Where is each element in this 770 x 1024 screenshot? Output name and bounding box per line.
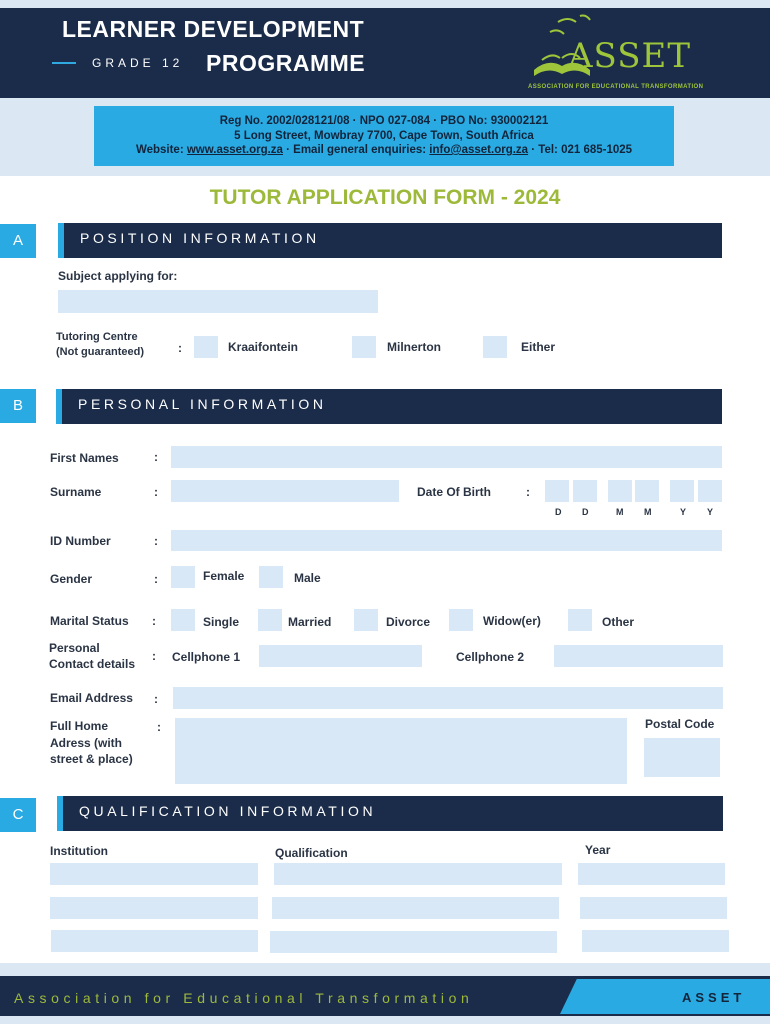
section-b-header: PERSONAL INFORMATION bbox=[56, 389, 722, 424]
widow-checkbox[interactable] bbox=[449, 609, 473, 631]
married-label: Married bbox=[288, 615, 332, 629]
either-label: Either bbox=[521, 340, 556, 354]
dob-year-2[interactable] bbox=[698, 480, 722, 502]
postal-code-label: Postal Code bbox=[645, 717, 715, 731]
section-a-letter: A bbox=[0, 224, 36, 258]
married-checkbox[interactable] bbox=[258, 609, 282, 631]
institution-input-1[interactable] bbox=[50, 863, 258, 885]
gender-colon: : bbox=[154, 572, 158, 586]
dob-label: Date Of Birth bbox=[417, 485, 492, 499]
section-c-letter: C bbox=[0, 798, 36, 832]
other-checkbox[interactable] bbox=[568, 609, 592, 631]
kraaifontein-checkbox[interactable] bbox=[194, 336, 218, 358]
other-label: Other bbox=[602, 615, 635, 629]
dob-hint-y2: Y bbox=[707, 507, 714, 517]
telephone: · Tel: 021 685-1025 bbox=[528, 144, 633, 156]
female-checkbox[interactable] bbox=[171, 566, 195, 588]
organisation-info-bar bbox=[94, 106, 674, 166]
section-c-header: QUALIFICATION INFORMATION bbox=[57, 796, 723, 831]
marital-status-label: Marital Status bbox=[50, 614, 129, 628]
dob-hint-m2: M bbox=[644, 507, 652, 517]
postal-code-input[interactable] bbox=[644, 738, 720, 777]
single-checkbox[interactable] bbox=[171, 609, 195, 631]
tutoring-centre-label-2: (Not guaranteed) bbox=[56, 346, 144, 358]
email-label: · Email general enquiries: bbox=[282, 144, 430, 156]
milnerton-label: Milnerton bbox=[387, 340, 441, 354]
gender-label: Gender bbox=[50, 572, 93, 586]
website-label: Website: bbox=[135, 144, 187, 156]
contact-colon: : bbox=[152, 649, 156, 663]
dob-day-1[interactable] bbox=[545, 480, 569, 502]
registration-line: Reg No. 2002/028121/08 · NPO 027-084 · PBO No: 930002121 bbox=[219, 115, 549, 127]
form-title: TUTOR APPLICATION FORM - 2024 bbox=[209, 186, 561, 209]
kraaifontein-label: Kraaifontein bbox=[228, 340, 299, 354]
male-checkbox[interactable] bbox=[259, 566, 283, 588]
id-number-colon: : bbox=[154, 534, 158, 548]
cellphone-2-input[interactable] bbox=[554, 645, 723, 667]
dob-day-2[interactable] bbox=[573, 480, 597, 502]
first-names-label: First Names bbox=[50, 451, 119, 465]
institution-input-3[interactable] bbox=[51, 930, 258, 952]
male-label: Male bbox=[294, 571, 321, 585]
dob-hint-d2: D bbox=[582, 507, 589, 517]
footer-organisation-name: Association for Educational Transformation bbox=[14, 990, 474, 1006]
dob-colon: : bbox=[526, 485, 530, 499]
section-b-letter: B bbox=[0, 389, 36, 423]
address-colon: : bbox=[157, 720, 161, 734]
email-link[interactable]: info@asset.org.za bbox=[429, 144, 529, 156]
single-label: Single bbox=[203, 615, 240, 629]
qualification-input-1[interactable] bbox=[274, 863, 562, 885]
female-label: Female bbox=[203, 569, 245, 583]
dob-year-1[interactable] bbox=[670, 480, 694, 502]
contact-details-label-2: Contact details bbox=[49, 657, 136, 671]
qualification-input-2[interactable] bbox=[272, 897, 559, 919]
year-label: Year bbox=[585, 843, 611, 857]
cellphone-1-label: Cellphone 1 bbox=[172, 650, 241, 664]
programme-title-line2: PROGRAMME bbox=[206, 50, 366, 76]
widow-label: Widow(er) bbox=[483, 614, 541, 628]
subject-label: Subject applying for: bbox=[58, 269, 178, 283]
website-link[interactable]: www.asset.org.za bbox=[186, 144, 283, 156]
tutoring-centre-label-1: Tutoring Centre bbox=[56, 331, 138, 343]
divorce-label: Divorce bbox=[386, 615, 431, 629]
home-address-label-2: Adress (with bbox=[50, 736, 123, 750]
contact-line bbox=[94, 143, 674, 158]
contact-details-label-1: Personal bbox=[49, 641, 100, 655]
logo-subtitle: ASSOCIATION FOR EDUCATIONAL TRANSFORMATION bbox=[528, 84, 704, 90]
email-input[interactable] bbox=[173, 687, 723, 709]
institution-input-2[interactable] bbox=[50, 897, 258, 919]
home-address-input[interactable] bbox=[175, 718, 627, 784]
dob-hint-y1: Y bbox=[680, 507, 687, 517]
email-label: Email Address bbox=[50, 691, 133, 705]
dob-hint-m1: M bbox=[616, 507, 624, 517]
centre-colon: : bbox=[178, 341, 182, 355]
section-a-header: POSITION INFORMATION bbox=[58, 223, 722, 258]
logo-text: ASSET bbox=[568, 36, 692, 76]
milnerton-checkbox[interactable] bbox=[352, 336, 376, 358]
divorce-checkbox[interactable] bbox=[354, 609, 378, 631]
year-input-2[interactable] bbox=[580, 897, 727, 919]
email-colon: : bbox=[154, 692, 158, 706]
cellphone-1-input[interactable] bbox=[259, 645, 422, 667]
first-names-colon: : bbox=[154, 450, 158, 464]
address-line: 5 Long Street, Mowbray 7700, Cape Town, South Africa bbox=[234, 129, 534, 142]
grade-dash bbox=[52, 62, 76, 64]
surname-colon: : bbox=[154, 485, 158, 499]
home-address-label-1: Full Home bbox=[50, 719, 109, 733]
id-number-label: ID Number bbox=[50, 534, 111, 548]
subject-input[interactable] bbox=[58, 290, 378, 313]
dob-month-2[interactable] bbox=[635, 480, 659, 502]
home-address-label-3: street & place) bbox=[50, 752, 133, 766]
year-input-1[interactable] bbox=[578, 863, 725, 885]
grade-label: GRADE 12 bbox=[92, 56, 184, 70]
footer-brand: ASSET bbox=[682, 990, 746, 1005]
cellphone-2-label: Cellphone 2 bbox=[456, 650, 525, 664]
programme-title-line1: LEARNER DEVELOPMENT bbox=[62, 16, 365, 42]
qualification-label: Qualification bbox=[275, 846, 348, 860]
institution-label: Institution bbox=[50, 844, 108, 858]
surname-label: Surname bbox=[50, 485, 102, 499]
id-number-input[interactable] bbox=[171, 530, 722, 551]
dob-month-1[interactable] bbox=[608, 480, 632, 502]
marital-status-colon: : bbox=[152, 614, 156, 628]
surname-input[interactable] bbox=[171, 480, 399, 502]
dob-hint-d1: D bbox=[555, 507, 562, 517]
year-input-3[interactable] bbox=[582, 930, 729, 952]
either-checkbox[interactable] bbox=[483, 336, 507, 358]
qualification-input-3[interactable] bbox=[270, 931, 557, 953]
first-names-input[interactable] bbox=[171, 446, 722, 468]
